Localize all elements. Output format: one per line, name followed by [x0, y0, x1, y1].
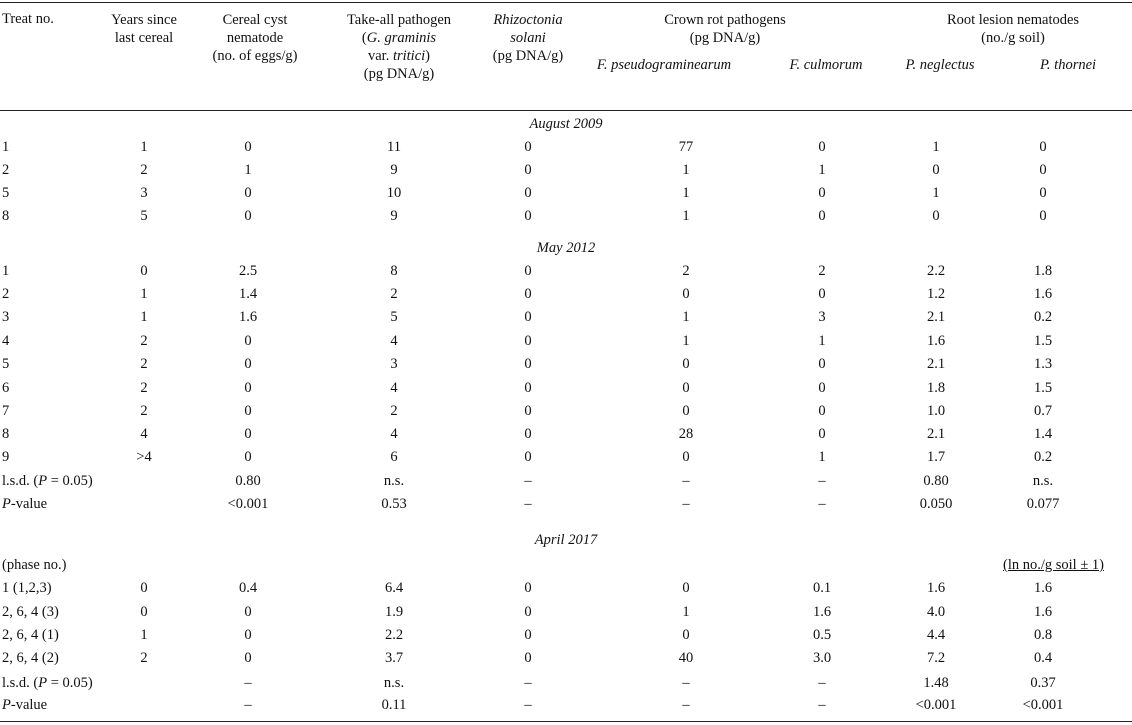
may2012-row-8-rhizoctonia: 0 [524, 426, 532, 442]
may2012-row-9-treat-no: 9 [2, 449, 10, 465]
may2012-row-8-f-pseudograminearum: 28 [678, 426, 694, 442]
aug2009-row-4-p-thornei: 0 [1039, 208, 1047, 224]
apr2017-lsd-f-pseudograminearum: – [682, 675, 690, 691]
header-years [111, 11, 177, 47]
may2012-row-9-years-since-cereal: >4 [136, 449, 152, 465]
may2012-row-1-f-culmorum: 2 [818, 263, 826, 279]
header-rhizoctonia [493, 11, 563, 65]
may2012-row-7-p-neglectus: 1.0 [926, 403, 946, 419]
may2012-row-6-f-culmorum: 0 [818, 380, 826, 396]
may2012-row-7-p-thornei: 0.7 [1033, 403, 1053, 419]
apr2017-row-1-p-neglectus: 1.6 [926, 580, 946, 596]
may2012-row-4-rhizoctonia: 0 [524, 333, 532, 349]
may2012-row-2-p-thornei: 1.6 [1033, 286, 1053, 302]
apr2017-row-4-p-thornei: 0.4 [1033, 650, 1053, 666]
apr2017-row-2-f-pseudograminearum: 1 [682, 604, 690, 620]
may2012-row-8-take-all: 4 [390, 426, 398, 442]
may2012-row-3-take-all: 5 [390, 309, 398, 325]
may2012-row-1-p-thornei: 1.8 [1033, 263, 1053, 279]
may2012-row-2-f-culmorum: 0 [818, 286, 826, 302]
apr2017-row-3-treat-no: 2, 6, 4 (1) [2, 627, 59, 643]
aug2009-row-3-cereal-cyst: 0 [244, 185, 252, 201]
apr2017-lsd-cereal-cyst: – [244, 675, 252, 691]
section-may-2012: May 2012 [536, 240, 596, 256]
may2012-row-8-f-culmorum: 0 [818, 426, 826, 442]
lsd-label-2017-pre: l.s.d. ( [2, 675, 39, 691]
aug2009-row-4-rhizoctonia: 0 [524, 208, 532, 224]
aug2009-row-3-p-thornei: 0 [1039, 185, 1047, 201]
may2012-row-3-p-thornei: 0.2 [1033, 309, 1053, 325]
may2012-row-3-years-since-cereal: 1 [140, 309, 148, 325]
apr2017-row-4-treat-no: 2, 6, 4 (2) [2, 650, 59, 666]
may2012-row-4-p-neglectus: 1.6 [926, 333, 946, 349]
apr2017-row-1-rhizoctonia: 0 [524, 580, 532, 596]
may2012-lsd-rhizoctonia: – [524, 473, 532, 489]
header-rhizo-line2: solani [510, 30, 546, 46]
may2012-row-6-years-since-cereal: 2 [140, 380, 148, 396]
may2012-row-9-rhizoctonia: 0 [524, 449, 532, 465]
lsd-label-2017 [2, 675, 93, 692]
may2012-row-3-rhizoctonia: 0 [524, 309, 532, 325]
may2012-row-4-cereal-cyst: 0 [244, 333, 252, 349]
apr2017-row-3-p-thornei: 0.8 [1033, 627, 1053, 643]
aug2009-row-3-years-since-cereal: 3 [140, 185, 148, 201]
header-crown-rot [664, 11, 786, 47]
may2012-row-5-p-neglectus: 2.1 [926, 356, 946, 372]
may2012-row-7-f-pseudograminearum: 0 [682, 403, 690, 419]
aug2009-row-2-treat-no: 2 [2, 162, 10, 178]
apr2017-row-2-p-thornei: 1.6 [1033, 604, 1053, 620]
apr2017-row-4-f-pseudograminearum: 40 [678, 650, 694, 666]
header-takeall-variety: tritici [392, 48, 426, 64]
may2012-row-9-f-culmorum: 1 [818, 449, 826, 465]
may2012-row-9-p-neglectus: 1.7 [926, 449, 946, 465]
header-cyst-line2: nematode [226, 30, 284, 46]
aug2009-row-2-p-neglectus: 0 [932, 162, 940, 178]
apr2017-lsd-p-neglectus: 1.48 [923, 675, 949, 691]
apr2017-row-2-rhizoctonia: 0 [524, 604, 532, 620]
header-f-pseudograminearum: F. pseudograminearum [596, 57, 732, 73]
may2012-row-3-f-culmorum: 3 [818, 309, 826, 325]
aug2009-row-2-cereal-cyst: 1 [244, 162, 252, 178]
aug2009-row-4-take-all: 9 [390, 208, 398, 224]
may2012-row-5-f-culmorum: 0 [818, 356, 826, 372]
apr2017-row-2-cereal-cyst: 0 [244, 604, 252, 620]
lsd-label-2012-post: = 0.05) [47, 473, 93, 489]
aug2009-row-2-p-thornei: 0 [1039, 162, 1047, 178]
header-takeall-line3 [347, 47, 451, 65]
header-root-lesion [947, 11, 1079, 47]
may2012-row-2-f-pseudograminearum: 0 [682, 286, 690, 302]
may2012-row-2-treat-no: 2 [2, 286, 10, 302]
aug2009-row-1-p-neglectus: 1 [932, 139, 940, 155]
may2012-row-5-cereal-cyst: 0 [244, 356, 252, 372]
may2012-row-6-cereal-cyst: 0 [244, 380, 252, 396]
aug2009-row-2-years-since-cereal: 2 [140, 162, 148, 178]
lsd-label-2012-pre: l.s.d. ( [2, 473, 39, 489]
may2012-row-4-f-pseudograminearum: 1 [682, 333, 690, 349]
aug2009-row-2-f-culmorum: 1 [818, 162, 826, 178]
header-crown-line1: Crown rot pathogens [664, 12, 786, 28]
aug2009-row-4-f-culmorum: 0 [818, 208, 826, 224]
header-takeall-var: var. [367, 48, 393, 64]
top-rule [0, 2, 1132, 3]
p-value-label-2017-p: P [2, 697, 11, 713]
may2012-row-9-f-pseudograminearum: 0 [682, 449, 690, 465]
may2012-lsd-f-pseudograminearum: – [682, 473, 690, 489]
may2012-lsd-p-thornei: n.s. [1032, 473, 1054, 489]
apr2017-p-value-p-thornei: <0.001 [1022, 697, 1064, 713]
header-cyst-nematode [213, 11, 298, 65]
aug2009-row-3-rhizoctonia: 0 [524, 185, 532, 201]
may2012-row-7-f-culmorum: 0 [818, 403, 826, 419]
may2012-lsd-take-all: n.s. [383, 473, 405, 489]
header-years-line1: Years since [111, 12, 177, 28]
apr2017-row-1-f-culmorum: 0.1 [812, 580, 832, 596]
apr2017-row-3-p-neglectus: 4.4 [926, 627, 946, 643]
apr2017-row-1-take-all: 6.4 [384, 580, 404, 596]
may2012-row-5-rhizoctonia: 0 [524, 356, 532, 372]
may2012-row-1-rhizoctonia: 0 [524, 263, 532, 279]
apr2017-row-3-cereal-cyst: 0 [244, 627, 252, 643]
lsd-label-2017-p: P [38, 675, 48, 691]
apr2017-row-3-f-pseudograminearum: 0 [682, 627, 690, 643]
may2012-row-2-p-neglectus: 1.2 [926, 286, 946, 302]
may2012-row-4-years-since-cereal: 2 [140, 333, 148, 349]
aug2009-row-3-treat-no: 5 [2, 185, 10, 201]
may2012-row-6-p-neglectus: 1.8 [926, 380, 946, 396]
may2012-row-7-rhizoctonia: 0 [524, 403, 532, 419]
apr2017-p-value-cereal-cyst: – [244, 697, 252, 713]
may2012-row-9-take-all: 6 [390, 449, 398, 465]
may2012-row-3-treat-no: 3 [2, 309, 10, 325]
may2012-row-1-years-since-cereal: 0 [140, 263, 148, 279]
may2012-row-5-years-since-cereal: 2 [140, 356, 148, 372]
section-april-2017: April 2017 [534, 532, 598, 548]
header-takeall-species: G. graminis [366, 30, 437, 46]
aug2009-row-1-p-thornei: 0 [1039, 139, 1047, 155]
may2012-row-7-treat-no: 7 [2, 403, 10, 419]
may2012-p-value-f-culmorum: – [818, 496, 826, 512]
may2012-row-9-p-thornei: 0.2 [1033, 449, 1053, 465]
header-takeall-line1: Take-all pathogen [346, 12, 452, 28]
may2012-row-6-f-pseudograminearum: 0 [682, 380, 690, 396]
apr2017-row-1-cereal-cyst: 0.4 [238, 580, 258, 596]
lesion-unit-note: (ln no./g soil ± 1) [1003, 557, 1104, 573]
aug2009-row-1-rhizoctonia: 0 [524, 139, 532, 155]
apr2017-p-value-take-all: 0.11 [381, 697, 407, 713]
apr2017-row-4-p-neglectus: 7.2 [926, 650, 946, 666]
aug2009-row-3-take-all: 10 [386, 185, 402, 201]
header-p-neglectus: P. neglectus [905, 57, 975, 73]
apr2017-p-value-p-neglectus: <0.001 [915, 697, 957, 713]
apr2017-lsd-rhizoctonia: – [524, 675, 532, 691]
lsd-label-2012 [2, 473, 93, 490]
header-take-all [347, 11, 451, 83]
apr2017-p-value-f-culmorum: – [818, 697, 826, 713]
apr2017-row-4-take-all: 3.7 [384, 650, 404, 666]
may2012-lsd-cereal-cyst: 0.80 [235, 473, 261, 489]
aug2009-row-2-take-all: 9 [390, 162, 398, 178]
may2012-row-5-p-thornei: 1.3 [1033, 356, 1053, 372]
may2012-row-1-treat-no: 1 [2, 263, 10, 279]
header-lesion-line2: (no./g soil) [981, 30, 1045, 46]
header-rhizo-line3: (pg DNA/g) [492, 48, 564, 64]
apr2017-row-3-take-all: 2.2 [384, 627, 404, 643]
apr2017-lsd-f-culmorum: – [818, 675, 826, 691]
may2012-row-6-rhizoctonia: 0 [524, 380, 532, 396]
may2012-lsd-f-culmorum: – [818, 473, 826, 489]
aug2009-row-4-p-neglectus: 0 [932, 208, 940, 224]
may2012-p-value-p-thornei: 0.077 [1026, 496, 1060, 512]
may2012-row-7-cereal-cyst: 0 [244, 403, 252, 419]
header-rhizo-line1: Rhizoctonia [493, 12, 563, 28]
apr2017-p-value-rhizoctonia: – [524, 697, 532, 713]
may2012-row-3-f-pseudograminearum: 1 [682, 309, 690, 325]
may2012-lsd-p-neglectus: 0.80 [923, 473, 949, 489]
aug2009-row-2-f-pseudograminearum: 1 [682, 162, 690, 178]
apr2017-row-2-years-since-cereal: 0 [140, 604, 148, 620]
apr2017-row-2-treat-no: 2, 6, 4 (3) [2, 604, 59, 620]
aug2009-row-4-f-pseudograminearum: 1 [682, 208, 690, 224]
may2012-row-6-treat-no: 6 [2, 380, 10, 396]
header-p-thornei: P. thornei [1039, 57, 1097, 73]
may2012-row-6-take-all: 4 [390, 380, 398, 396]
header-lesion-line1: Root lesion nematodes [946, 12, 1080, 28]
header-crown-line2: (pg DNA/g) [689, 30, 761, 46]
apr2017-row-1-years-since-cereal: 0 [140, 580, 148, 596]
may2012-row-5-take-all: 3 [390, 356, 398, 372]
may2012-row-8-years-since-cereal: 4 [140, 426, 148, 442]
apr2017-row-1-treat-no: 1 (1,2,3) [2, 580, 52, 596]
apr2017-row-1-f-pseudograminearum: 0 [682, 580, 690, 596]
apr2017-row-3-rhizoctonia: 0 [524, 627, 532, 643]
header-treat: Treat no. [2, 11, 54, 27]
header-cyst-line3: (no. of eggs/g) [212, 48, 298, 64]
may2012-row-1-f-pseudograminearum: 2 [682, 263, 690, 279]
may2012-row-4-take-all: 4 [390, 333, 398, 349]
bottom-rule [0, 721, 1132, 722]
aug2009-row-1-f-culmorum: 0 [818, 139, 826, 155]
apr2017-row-4-f-culmorum: 3.0 [812, 650, 832, 666]
header-takeall-close: ) [425, 48, 431, 64]
may2012-row-5-treat-no: 5 [2, 356, 10, 372]
apr2017-row-4-years-since-cereal: 2 [140, 650, 148, 666]
may2012-p-value-take-all: 0.53 [381, 496, 407, 512]
header-takeall-open: ( [361, 30, 367, 46]
apr2017-lsd-p-thornei: 0.37 [1030, 675, 1056, 691]
header-takeall-line4: (pg DNA/g) [363, 66, 435, 82]
may2012-row-6-p-thornei: 1.5 [1033, 380, 1053, 396]
section-august-2009: August 2009 [529, 116, 603, 132]
apr2017-row-2-p-neglectus: 4.0 [926, 604, 946, 620]
lsd-label-2012-p: P [38, 473, 48, 489]
apr2017-row-4-cereal-cyst: 0 [244, 650, 252, 666]
p-value-label-2017 [2, 697, 47, 714]
apr2017-row-1-p-thornei: 1.6 [1033, 580, 1053, 596]
may2012-p-value-f-pseudograminearum: – [682, 496, 690, 512]
p-value-label-2012-post: -value [10, 496, 48, 512]
aug2009-row-1-take-all: 11 [387, 139, 401, 155]
may2012-p-value-cereal-cyst: <0.001 [227, 496, 269, 512]
phase-number-label: (phase no.) [2, 557, 67, 573]
may2012-row-3-p-neglectus: 2.1 [926, 309, 946, 325]
may2012-p-value-p-neglectus: 0.050 [919, 496, 953, 512]
aug2009-row-3-f-pseudograminearum: 1 [682, 185, 690, 201]
may2012-row-1-cereal-cyst: 2.5 [238, 263, 258, 279]
p-value-label-2017-post: -value [10, 697, 48, 713]
aug2009-row-4-years-since-cereal: 5 [140, 208, 148, 224]
may2012-row-2-cereal-cyst: 1.4 [238, 286, 258, 302]
aug2009-row-4-treat-no: 8 [2, 208, 10, 224]
aug2009-row-1-years-since-cereal: 1 [140, 139, 148, 155]
may2012-row-8-treat-no: 8 [2, 426, 10, 442]
aug2009-row-1-f-pseudograminearum: 77 [678, 139, 694, 155]
may2012-row-8-cereal-cyst: 0 [244, 426, 252, 442]
may2012-row-1-p-neglectus: 2.2 [926, 263, 946, 279]
may2012-row-2-take-all: 2 [390, 286, 398, 302]
may2012-row-2-years-since-cereal: 1 [140, 286, 148, 302]
apr2017-row-2-take-all: 1.9 [384, 604, 404, 620]
header-cyst-line1: Cereal cyst [222, 12, 288, 28]
may2012-row-4-p-thornei: 1.5 [1033, 333, 1053, 349]
may2012-row-8-p-neglectus: 2.1 [926, 426, 946, 442]
header-rule [0, 110, 1132, 111]
aug2009-row-3-f-culmorum: 0 [818, 185, 826, 201]
lsd-label-2017-post: = 0.05) [47, 675, 93, 691]
apr2017-p-value-f-pseudograminearum: – [682, 697, 690, 713]
may2012-p-value-rhizoctonia: – [524, 496, 532, 512]
apr2017-row-3-years-since-cereal: 1 [140, 627, 148, 643]
p-value-label-2012-p: P [2, 496, 11, 512]
apr2017-row-2-f-culmorum: 1.6 [812, 604, 832, 620]
header-takeall-line2 [347, 29, 451, 47]
may2012-row-8-p-thornei: 1.4 [1033, 426, 1053, 442]
aug2009-row-3-p-neglectus: 1 [932, 185, 940, 201]
header-years-line2: last cereal [114, 30, 174, 46]
apr2017-row-4-rhizoctonia: 0 [524, 650, 532, 666]
may2012-row-7-take-all: 2 [390, 403, 398, 419]
apr2017-lsd-take-all: n.s. [383, 675, 405, 691]
may2012-row-4-treat-no: 4 [2, 333, 10, 349]
apr2017-row-3-f-culmorum: 0.5 [812, 627, 832, 643]
may2012-row-9-cereal-cyst: 0 [244, 449, 252, 465]
aug2009-row-1-treat-no: 1 [2, 139, 10, 155]
may2012-row-2-rhizoctonia: 0 [524, 286, 532, 302]
p-value-label-2012 [2, 496, 47, 513]
aug2009-row-1-cereal-cyst: 0 [244, 139, 252, 155]
may2012-row-3-cereal-cyst: 1.6 [238, 309, 258, 325]
aug2009-row-4-cereal-cyst: 0 [244, 208, 252, 224]
may2012-row-5-f-pseudograminearum: 0 [682, 356, 690, 372]
may2012-row-1-take-all: 8 [390, 263, 398, 279]
may2012-row-7-years-since-cereal: 2 [140, 403, 148, 419]
header-f-culmorum: F. culmorum [789, 57, 863, 73]
aug2009-row-2-rhizoctonia: 0 [524, 162, 532, 178]
may2012-row-4-f-culmorum: 1 [818, 333, 826, 349]
